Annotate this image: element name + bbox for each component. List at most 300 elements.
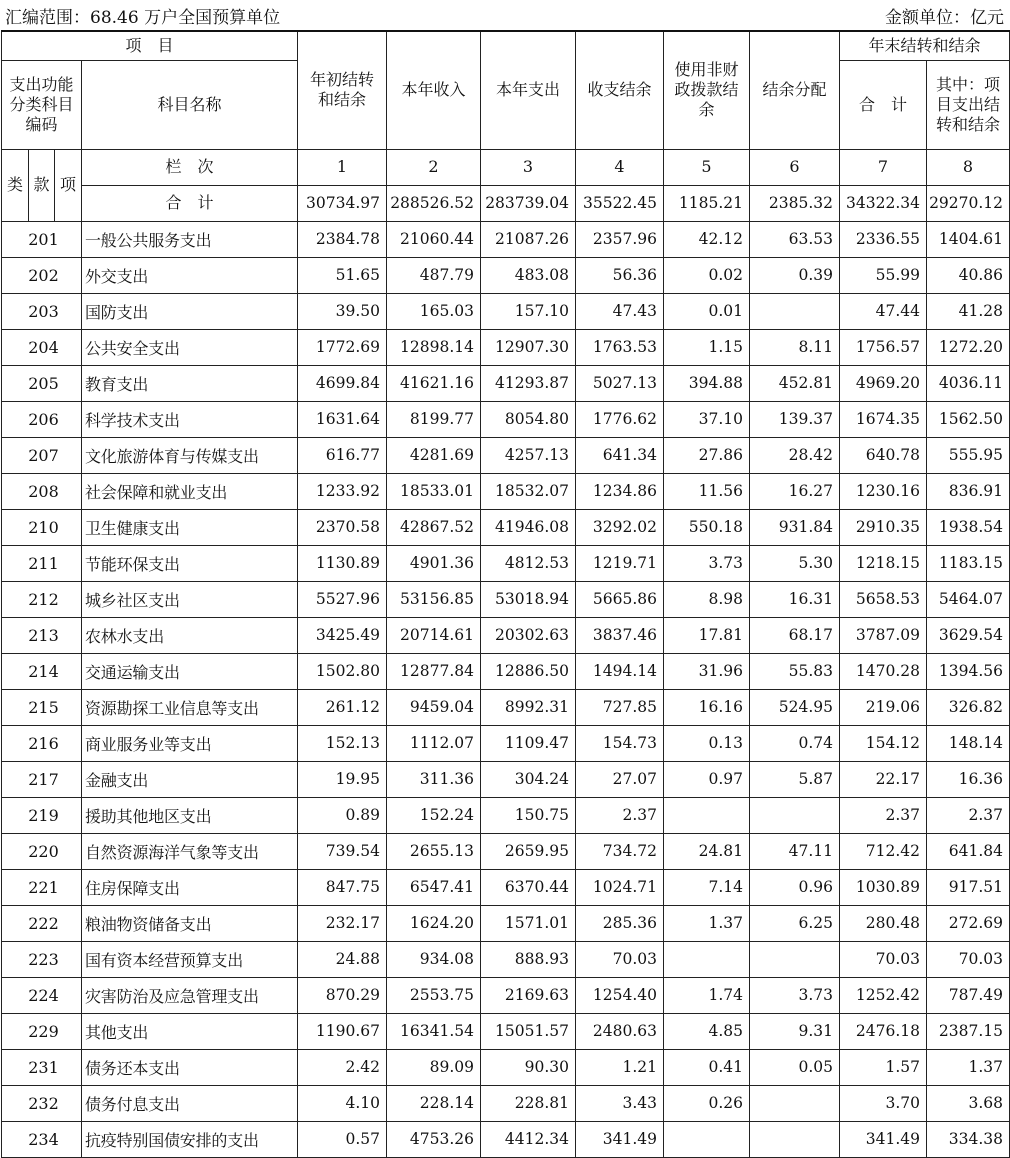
total-value: 2385.32 (750, 185, 840, 221)
col-num-8: 8 (927, 149, 1010, 185)
row-value-col-5: 0.26 (664, 1085, 750, 1121)
col-header-4: 收支结余 (576, 31, 664, 149)
row-name: 城乡社区支出 (82, 581, 298, 617)
row-code: 201 (2, 221, 82, 257)
table-row (2, 833, 1010, 869)
row-value-col-1: 152.13 (298, 725, 387, 761)
name-header: 科目名称 (82, 60, 298, 149)
col-num-4: 4 (576, 149, 664, 185)
row-value-col-8: 2.37 (927, 797, 1010, 833)
row-value-col-3: 4812.53 (481, 545, 576, 581)
row-value-col-4: 1219.71 (576, 545, 664, 581)
table-row (2, 401, 1010, 437)
scope-label: 汇编范围：68.46 万户全国预算单位 (5, 8, 281, 28)
row-value-col-7: 1.57 (840, 1049, 927, 1085)
row-value-col-7: 640.78 (840, 437, 927, 473)
row-value-col-3: 12907.30 (481, 329, 576, 365)
row-code: 211 (2, 545, 82, 581)
row-value-col-1: 24.88 (298, 941, 387, 977)
row-value-col-1: 232.17 (298, 905, 387, 941)
lanci-label: 栏 次 (82, 149, 298, 185)
row-value-col-5: 7.14 (664, 869, 750, 905)
table-row (2, 437, 1010, 473)
row-value-col-7: 280.48 (840, 905, 927, 941)
row-value-col-3: 53018.94 (481, 581, 576, 617)
row-value-col-4: 1.21 (576, 1049, 664, 1085)
row-value-col-5 (664, 797, 750, 833)
row-value-col-6: 5.87 (750, 761, 840, 797)
row-code: 232 (2, 1085, 82, 1121)
row-value-col-2: 42867.52 (387, 509, 481, 545)
row-value-col-1: 1130.89 (298, 545, 387, 581)
row-name: 公共安全支出 (82, 329, 298, 365)
row-value-col-7: 22.17 (840, 761, 927, 797)
row-value-col-4: 27.07 (576, 761, 664, 797)
row-value-col-4: 1234.86 (576, 473, 664, 509)
row-name: 卫生健康支出 (82, 509, 298, 545)
row-value-col-4: 2480.63 (576, 1013, 664, 1049)
row-value-col-5: 17.81 (664, 617, 750, 653)
row-value-col-3: 2659.95 (481, 833, 576, 869)
row-value-col-2: 89.09 (387, 1049, 481, 1085)
col-num-5: 5 (664, 149, 750, 185)
row-name: 外交支出 (82, 257, 298, 293)
row-value-col-3: 8992.31 (481, 689, 576, 725)
table-row (2, 473, 1010, 509)
row-value-col-8: 41.28 (927, 293, 1010, 329)
total-value: 283739.04 (481, 185, 576, 221)
row-value-col-8: 641.84 (927, 833, 1010, 869)
row-value-col-2: 487.79 (387, 257, 481, 293)
row-value-col-7: 1470.28 (840, 653, 927, 689)
row-value-col-4: 727.85 (576, 689, 664, 725)
row-value-col-7: 1218.15 (840, 545, 927, 581)
item-header: 项 目 (2, 31, 298, 60)
row-value-col-4: 1763.53 (576, 329, 664, 365)
row-name: 灾害防治及应急管理支出 (82, 977, 298, 1013)
row-name: 粮油物资储备支出 (82, 905, 298, 941)
row-value-col-3: 304.24 (481, 761, 576, 797)
table-row (2, 293, 1010, 329)
row-value-col-4: 1494.14 (576, 653, 664, 689)
row-value-col-8: 40.86 (927, 257, 1010, 293)
table-body (2, 221, 1010, 1157)
row-value-col-8: 1272.20 (927, 329, 1010, 365)
table-row (2, 221, 1010, 257)
unit-label: 金额单位：亿元 (885, 8, 1004, 28)
row-value-col-7: 2910.35 (840, 509, 927, 545)
row-value-col-4: 2357.96 (576, 221, 664, 257)
code-header: 支出功能分类科目编码 (2, 60, 82, 149)
row-code: 213 (2, 617, 82, 653)
row-value-col-2: 18533.01 (387, 473, 481, 509)
row-value-col-3: 8054.80 (481, 401, 576, 437)
row-value-col-8: 1183.15 (927, 545, 1010, 581)
row-value-col-1: 1631.64 (298, 401, 387, 437)
row-value-col-5: 1.37 (664, 905, 750, 941)
kuan-header: 款 (29, 149, 55, 221)
row-name: 资源勘探工业信息等支出 (82, 689, 298, 725)
row-value-col-5: 0.01 (664, 293, 750, 329)
row-code: 231 (2, 1049, 82, 1085)
row-code: 223 (2, 941, 82, 977)
row-value-col-1: 1502.80 (298, 653, 387, 689)
row-value-col-3: 41946.08 (481, 509, 576, 545)
row-value-col-3: 228.81 (481, 1085, 576, 1121)
row-value-col-4: 641.34 (576, 437, 664, 473)
row-value-col-2: 20714.61 (387, 617, 481, 653)
xiang-header: 项 (55, 149, 82, 221)
row-value-col-2: 4281.69 (387, 437, 481, 473)
row-value-col-4: 5027.13 (576, 365, 664, 401)
row-code: 220 (2, 833, 82, 869)
table-row (2, 689, 1010, 725)
row-value-col-1: 1233.92 (298, 473, 387, 509)
table-row (2, 905, 1010, 941)
row-value-col-4: 1254.40 (576, 977, 664, 1013)
row-value-col-3: 157.10 (481, 293, 576, 329)
table-row (2, 257, 1010, 293)
row-name: 交通运输支出 (82, 653, 298, 689)
row-value-col-4: 3292.02 (576, 509, 664, 545)
row-value-col-5: 37.10 (664, 401, 750, 437)
row-name: 金融支出 (82, 761, 298, 797)
row-value-col-5: 3.73 (664, 545, 750, 581)
row-value-col-5: 394.88 (664, 365, 750, 401)
row-value-col-3: 6370.44 (481, 869, 576, 905)
row-value-col-6: 68.17 (750, 617, 840, 653)
row-value-col-7: 4969.20 (840, 365, 927, 401)
table-row (2, 977, 1010, 1013)
col-num-6: 6 (750, 149, 840, 185)
row-value-col-8: 3.68 (927, 1085, 1010, 1121)
row-code: 205 (2, 365, 82, 401)
row-value-col-1: 2.42 (298, 1049, 387, 1085)
row-value-col-3: 4257.13 (481, 437, 576, 473)
row-value-col-4: 3837.46 (576, 617, 664, 653)
col-num-1: 1 (298, 149, 387, 185)
row-value-col-7: 2476.18 (840, 1013, 927, 1049)
row-value-col-7: 1252.42 (840, 977, 927, 1013)
row-value-col-4: 5665.86 (576, 581, 664, 617)
row-value-col-5: 0.97 (664, 761, 750, 797)
row-name: 国防支出 (82, 293, 298, 329)
row-value-col-6: 524.95 (750, 689, 840, 725)
row-code: 215 (2, 689, 82, 725)
row-code: 206 (2, 401, 82, 437)
row-value-col-2: 4901.36 (387, 545, 481, 581)
row-value-col-1: 2384.78 (298, 221, 387, 257)
table-row (2, 365, 1010, 401)
row-value-col-2: 53156.85 (387, 581, 481, 617)
row-name: 科学技术支出 (82, 401, 298, 437)
row-value-col-2: 228.14 (387, 1085, 481, 1121)
row-value-col-6: 931.84 (750, 509, 840, 545)
row-name: 商业服务业等支出 (82, 725, 298, 761)
row-value-col-6: 0.39 (750, 257, 840, 293)
row-value-col-5: 24.81 (664, 833, 750, 869)
row-value-col-7: 1756.57 (840, 329, 927, 365)
row-value-col-5: 31.96 (664, 653, 750, 689)
row-value-col-1: 616.77 (298, 437, 387, 473)
row-value-col-8: 2387.15 (927, 1013, 1010, 1049)
row-value-col-5: 0.41 (664, 1049, 750, 1085)
row-value-col-6 (750, 797, 840, 833)
table-row (2, 617, 1010, 653)
table-row (2, 653, 1010, 689)
row-code: 207 (2, 437, 82, 473)
row-value-col-2: 2655.13 (387, 833, 481, 869)
row-value-col-4: 734.72 (576, 833, 664, 869)
table-row (2, 725, 1010, 761)
row-value-col-3: 483.08 (481, 257, 576, 293)
row-code: 229 (2, 1013, 82, 1049)
total-value: 29270.12 (927, 185, 1010, 221)
total-value: 30734.97 (298, 185, 387, 221)
row-value-col-2: 311.36 (387, 761, 481, 797)
row-value-col-7: 712.42 (840, 833, 927, 869)
row-code: 212 (2, 581, 82, 617)
row-value-col-5: 42.12 (664, 221, 750, 257)
row-value-col-8: 555.95 (927, 437, 1010, 473)
table-row (2, 941, 1010, 977)
row-name: 援助其他地区支出 (82, 797, 298, 833)
col-header-6: 结余分配 (750, 31, 840, 149)
row-value-col-5 (664, 1121, 750, 1157)
row-value-col-3: 21087.26 (481, 221, 576, 257)
row-value-col-6: 8.11 (750, 329, 840, 365)
table-row (2, 761, 1010, 797)
row-value-col-1: 4699.84 (298, 365, 387, 401)
row-value-col-2: 165.03 (387, 293, 481, 329)
row-value-col-1: 3425.49 (298, 617, 387, 653)
row-value-col-3: 20302.63 (481, 617, 576, 653)
row-name: 国有资本经营预算支出 (82, 941, 298, 977)
row-value-col-3: 4412.34 (481, 1121, 576, 1157)
row-name: 住房保障支出 (82, 869, 298, 905)
row-value-col-1: 261.12 (298, 689, 387, 725)
row-value-col-7: 219.06 (840, 689, 927, 725)
row-value-col-1: 847.75 (298, 869, 387, 905)
row-value-col-6: 63.53 (750, 221, 840, 257)
col-num-3: 3 (481, 149, 576, 185)
row-value-col-2: 8199.77 (387, 401, 481, 437)
row-value-col-8: 16.36 (927, 761, 1010, 797)
total-value: 34322.34 (840, 185, 927, 221)
row-value-col-8: 836.91 (927, 473, 1010, 509)
row-value-col-6: 28.42 (750, 437, 840, 473)
row-value-col-5 (664, 941, 750, 977)
row-value-col-3: 15051.57 (481, 1013, 576, 1049)
row-value-col-1: 870.29 (298, 977, 387, 1013)
row-value-col-1: 0.89 (298, 797, 387, 833)
row-value-col-8: 917.51 (927, 869, 1010, 905)
row-value-col-7: 1230.16 (840, 473, 927, 509)
row-value-col-1: 2370.58 (298, 509, 387, 545)
col-header-8: 其中：项目支出结转和结余 (927, 60, 1010, 149)
row-value-col-8: 1.37 (927, 1049, 1010, 1085)
row-name: 文化旅游体育与传媒支出 (82, 437, 298, 473)
row-value-col-6: 16.27 (750, 473, 840, 509)
row-value-col-5: 550.18 (664, 509, 750, 545)
row-value-col-2: 2553.75 (387, 977, 481, 1013)
row-code: 224 (2, 977, 82, 1013)
row-value-col-6: 0.05 (750, 1049, 840, 1085)
table-row (2, 1013, 1010, 1049)
col-header-2: 本年收入 (387, 31, 481, 149)
row-value-col-6: 47.11 (750, 833, 840, 869)
row-value-col-1: 739.54 (298, 833, 387, 869)
row-value-col-6: 6.25 (750, 905, 840, 941)
row-value-col-2: 12898.14 (387, 329, 481, 365)
row-value-col-8: 4036.11 (927, 365, 1010, 401)
col-num-7: 7 (840, 149, 927, 185)
row-code: 203 (2, 293, 82, 329)
table-header (2, 31, 1010, 221)
row-value-col-6: 9.31 (750, 1013, 840, 1049)
row-value-col-6: 452.81 (750, 365, 840, 401)
row-value-col-2: 152.24 (387, 797, 481, 833)
row-value-col-6: 0.74 (750, 725, 840, 761)
row-name: 农林水支出 (82, 617, 298, 653)
row-value-col-7: 3787.09 (840, 617, 927, 653)
col-header-5: 使用非财政拨款结余 (664, 31, 750, 149)
row-value-col-6: 16.31 (750, 581, 840, 617)
total-label: 合 计 (82, 185, 298, 221)
row-code: 216 (2, 725, 82, 761)
row-value-col-2: 1624.20 (387, 905, 481, 941)
row-code: 204 (2, 329, 82, 365)
row-value-col-2: 6547.41 (387, 869, 481, 905)
row-value-col-6: 3.73 (750, 977, 840, 1013)
row-value-col-7: 47.44 (840, 293, 927, 329)
row-value-col-8: 148.14 (927, 725, 1010, 761)
row-value-col-7: 1030.89 (840, 869, 927, 905)
row-value-col-7: 2336.55 (840, 221, 927, 257)
row-name: 债务付息支出 (82, 1085, 298, 1121)
col-header-7: 合 计 (840, 60, 927, 149)
row-value-col-7: 3.70 (840, 1085, 927, 1121)
row-value-col-3: 90.30 (481, 1049, 576, 1085)
row-code: 217 (2, 761, 82, 797)
table-row (2, 581, 1010, 617)
table-row (2, 509, 1010, 545)
row-value-col-3: 1109.47 (481, 725, 576, 761)
row-value-col-4: 154.73 (576, 725, 664, 761)
row-name: 教育支出 (82, 365, 298, 401)
row-name: 节能环保支出 (82, 545, 298, 581)
row-value-col-2: 16341.54 (387, 1013, 481, 1049)
row-code: 210 (2, 509, 82, 545)
row-value-col-7: 1674.35 (840, 401, 927, 437)
row-value-col-7: 5658.53 (840, 581, 927, 617)
row-value-col-2: 934.08 (387, 941, 481, 977)
row-value-col-3: 12886.50 (481, 653, 576, 689)
row-name: 抗疫特别国债安排的支出 (82, 1121, 298, 1157)
row-name: 自然资源海洋气象等支出 (82, 833, 298, 869)
row-value-col-1: 19.95 (298, 761, 387, 797)
row-value-col-8: 334.38 (927, 1121, 1010, 1157)
row-value-col-6 (750, 1121, 840, 1157)
row-value-col-5: 16.16 (664, 689, 750, 725)
row-code: 202 (2, 257, 82, 293)
row-value-col-6: 55.83 (750, 653, 840, 689)
row-value-col-6 (750, 941, 840, 977)
row-name: 社会保障和就业支出 (82, 473, 298, 509)
row-value-col-7: 154.12 (840, 725, 927, 761)
row-value-col-6 (750, 293, 840, 329)
row-value-col-8: 272.69 (927, 905, 1010, 941)
row-value-col-4: 56.36 (576, 257, 664, 293)
row-value-col-4: 3.43 (576, 1085, 664, 1121)
row-code: 222 (2, 905, 82, 941)
row-value-col-1: 1190.67 (298, 1013, 387, 1049)
row-value-col-1: 4.10 (298, 1085, 387, 1121)
row-value-col-5: 8.98 (664, 581, 750, 617)
row-name: 一般公共服务支出 (82, 221, 298, 257)
row-name: 其他支出 (82, 1013, 298, 1049)
row-value-col-8: 787.49 (927, 977, 1010, 1013)
col-header-3: 本年支出 (481, 31, 576, 149)
row-value-col-4: 2.37 (576, 797, 664, 833)
row-value-col-4: 341.49 (576, 1121, 664, 1157)
table-caption-bar (0, 0, 1010, 30)
row-value-col-1: 1772.69 (298, 329, 387, 365)
row-value-col-3: 888.93 (481, 941, 576, 977)
row-value-col-8: 1562.50 (927, 401, 1010, 437)
row-value-col-8: 326.82 (927, 689, 1010, 725)
row-value-col-4: 285.36 (576, 905, 664, 941)
row-value-col-3: 41293.87 (481, 365, 576, 401)
row-value-col-6 (750, 1085, 840, 1121)
row-value-col-2: 1112.07 (387, 725, 481, 761)
row-value-col-3: 1571.01 (481, 905, 576, 941)
table-row (2, 869, 1010, 905)
col-header-1: 年初结转和结余 (298, 31, 387, 149)
row-value-col-1: 5527.96 (298, 581, 387, 617)
row-value-col-7: 70.03 (840, 941, 927, 977)
table-row (2, 329, 1010, 365)
row-value-col-7: 55.99 (840, 257, 927, 293)
row-value-col-8: 3629.54 (927, 617, 1010, 653)
row-code: 214 (2, 653, 82, 689)
row-value-col-3: 18532.07 (481, 473, 576, 509)
table-row (2, 1049, 1010, 1085)
total-value: 288526.52 (387, 185, 481, 221)
table-row (2, 545, 1010, 581)
row-value-col-8: 1404.61 (927, 221, 1010, 257)
row-code: 208 (2, 473, 82, 509)
row-value-col-5: 4.85 (664, 1013, 750, 1049)
total-row (2, 185, 1010, 221)
total-value: 35522.45 (576, 185, 664, 221)
row-value-col-2: 4753.26 (387, 1121, 481, 1157)
row-code: 234 (2, 1121, 82, 1157)
table-row (2, 797, 1010, 833)
budget-table (1, 30, 1010, 1158)
row-value-col-8: 5464.07 (927, 581, 1010, 617)
lei-header: 类 (2, 149, 29, 221)
row-value-col-7: 341.49 (840, 1121, 927, 1157)
row-value-col-4: 1776.62 (576, 401, 664, 437)
row-value-col-4: 1024.71 (576, 869, 664, 905)
row-value-col-5: 1.15 (664, 329, 750, 365)
row-value-col-3: 2169.63 (481, 977, 576, 1013)
row-value-col-6: 139.37 (750, 401, 840, 437)
col-num-2: 2 (387, 149, 481, 185)
row-value-col-1: 51.65 (298, 257, 387, 293)
row-value-col-8: 1394.56 (927, 653, 1010, 689)
